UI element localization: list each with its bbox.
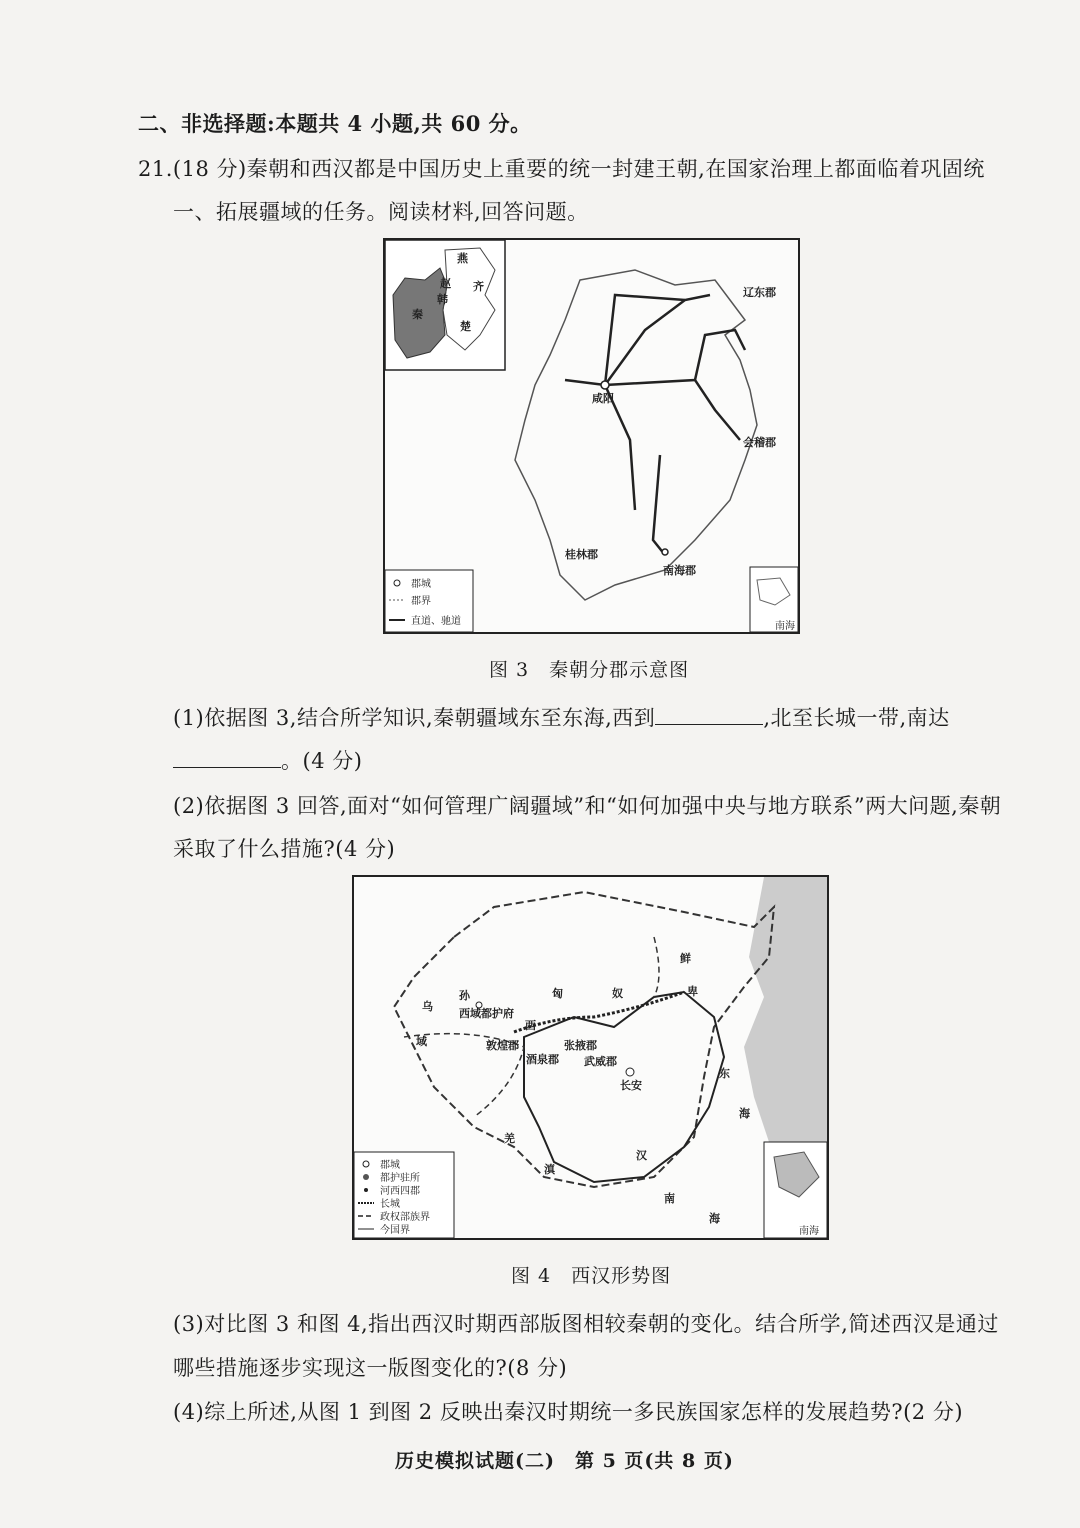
map-label-xi: 西 (525, 1019, 536, 1032)
subquestion-1-text-a: (1)依据图 3,结合所学知识,秦朝疆域东至东海,西到 (173, 706, 656, 730)
subquestion-1-text-b: ,北至长城一带,南达 (763, 706, 950, 730)
section-heading: 二、非选择题:本题共 4 小题,共 60 分。 (138, 111, 532, 136)
legend-modern-border: 今国界 (380, 1225, 410, 1236)
map-label-han: 汉 (636, 1149, 647, 1162)
map-label-hai-east: 海 (739, 1107, 750, 1120)
legend-commandery: 郡城 (380, 1160, 400, 1171)
legend-regime-border: 政权部族界 (380, 1212, 430, 1223)
map-label-guilin: 桂林郡 (565, 548, 598, 561)
subquestion-2-line-1: (2)依据图 3 回答,面对“如何管理广阔疆域”和“如何加强中央与地方联系”两大问题,秦朝 (173, 794, 1002, 818)
question-intro-line-1: 21.(18 分)秦朝和西汉都是中国历史上重要的统一封建王朝,在国家治理上都面临着巩固统 (138, 157, 985, 181)
map-label-wuwei: 武威郡 (584, 1055, 617, 1068)
map-label-hai-south: 海 (709, 1212, 720, 1225)
map-label-nanhai: 南海郡 (663, 564, 696, 577)
figure-3-qin-map (383, 238, 800, 634)
map-label-bei: 卑 (687, 985, 698, 998)
map-label-liaodong: 辽东郡 (743, 286, 776, 299)
map-label-xianyang: 咸阳 (592, 392, 614, 405)
map-label-nan: 南 (664, 1192, 675, 1205)
legend-capital: 郡城 (411, 579, 431, 590)
map-label-qiang: 羌 (504, 1132, 515, 1145)
figure-4-caption: 图 4 西汉形势图 (511, 1265, 672, 1287)
inset-nanhai-fig4: 南海 (799, 1226, 819, 1237)
inset-label-qi: 齐 (473, 280, 484, 293)
answer-blank-south[interactable] (173, 749, 281, 768)
inset-label-zhao: 赵 (440, 277, 451, 290)
figure-4-western-han-map (352, 875, 829, 1240)
map-label-zhangye: 张掖郡 (564, 1039, 597, 1052)
map-label-xiong: 匈 (552, 987, 563, 1000)
inset-label-qin: 秦 (412, 308, 423, 321)
page-footer: 历史模拟试题(二) 第 5 页(共 8 页) (395, 1450, 734, 1472)
map-label-dunhuang: 敦煌郡 (486, 1039, 519, 1052)
map-label-kuaiji: 会稽郡 (743, 436, 776, 449)
subquestion-1-score: 。(4 分) (281, 749, 363, 773)
map-label-xiyu-duhufu: 西域都护府 (459, 1007, 514, 1020)
subquestion-1-line-1 (173, 702, 950, 732)
map-label-changan: 长安 (620, 1079, 642, 1092)
legend-road: 直道、驰道 (411, 616, 461, 627)
figure-3-caption: 图 3 秦朝分郡示意图 (489, 659, 690, 681)
legend-border: 郡界 (411, 596, 431, 607)
map-label-sun: 孙 (459, 989, 470, 1002)
map-label-jiuquan: 酒泉郡 (526, 1053, 559, 1066)
legend-protectorate: 都护驻所 (380, 1173, 420, 1184)
answer-blank-west[interactable] (655, 706, 763, 725)
inset-label-chu: 楚 (460, 320, 471, 333)
map-label-yu: 域 (416, 1035, 427, 1048)
subquestion-4-line-1: (4)综上所述,从图 1 到图 2 反映出秦汉时期统一多民族国家怎样的发展趋势?(2 分) (173, 1400, 964, 1424)
map-label-dong: 东 (719, 1067, 730, 1080)
map-label-wu: 乌 (422, 1000, 433, 1013)
subquestion-1-line-2 (173, 745, 362, 775)
inset-label-yan: 燕 (457, 252, 468, 265)
question-intro-line-2: 一、拓展疆域的任务。阅读材料,回答问题。 (173, 200, 589, 224)
map-label-dian: 滇 (544, 1163, 555, 1176)
subquestion-3-line-1: (3)对比图 3 和图 4,指出西汉时期西部版图相较秦朝的变化。结合所学,简述西汉是通过 (173, 1312, 999, 1336)
map-label-nu: 奴 (612, 987, 623, 1000)
legend-wall: 长城 (380, 1199, 400, 1210)
inset-label-han: 韩 (437, 293, 448, 306)
subquestion-3-line-2: 哪些措施逐步实现这一版图变化的?(8 分) (173, 1356, 568, 1380)
map-label-xian: 鲜 (680, 952, 691, 965)
inset-nanhai: 南海 (775, 621, 795, 632)
legend-hexi: 河西四郡 (380, 1186, 420, 1197)
subquestion-2-line-2: 采取了什么措施?(4 分) (173, 837, 396, 861)
